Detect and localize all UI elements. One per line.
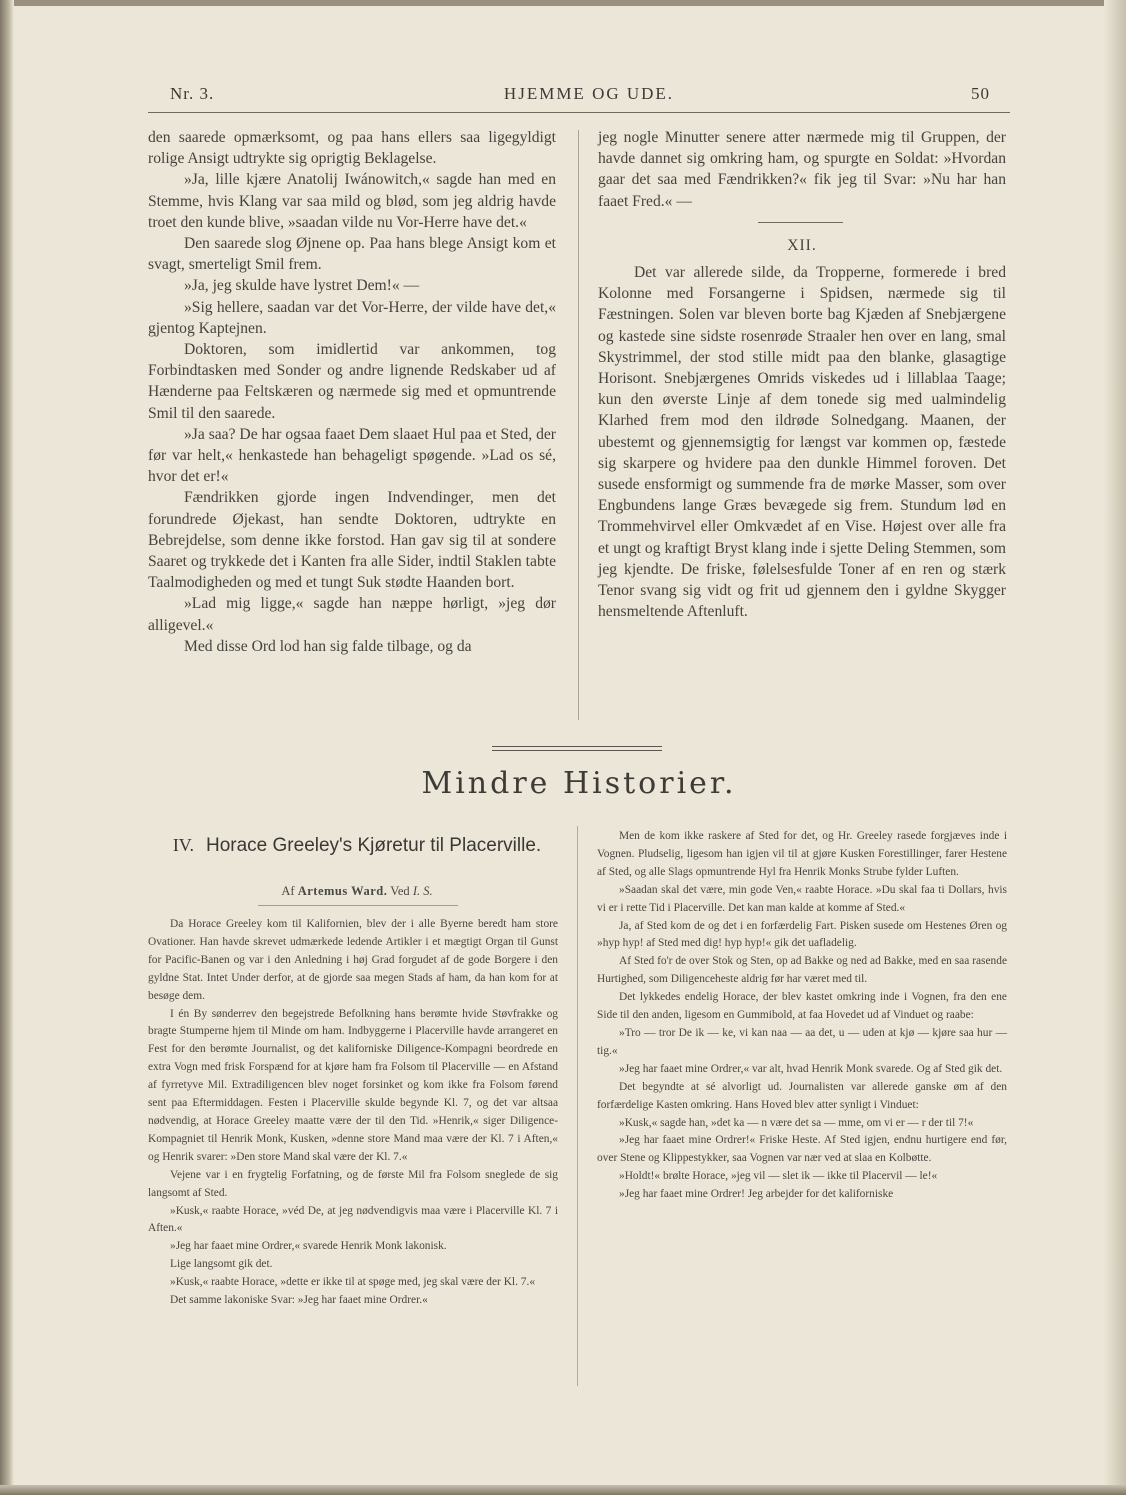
byline [158, 884, 556, 899]
running-header [170, 84, 1008, 110]
byline-rule [258, 905, 458, 906]
paragraph: Men de kom ikke raskere af Sted for det, og Hr. Greeley rasede forgjæves inde i Vognen. Pludselig, ligesom han igjen vil til at gjøre Kusken Forestillinger, farer Hestene af Sted, og alle Slags opmuntrende Hyl fra Henrik Monks Strube fylder Luften. [597, 830, 1007, 878]
column-divider [578, 130, 579, 720]
byline-prefix: Af [281, 884, 295, 898]
paragraph: »Sig hellere, saadan var det Vor-Herre, der vilde have det,« gjentog Kaptejnen. [148, 298, 556, 337]
column-left [148, 127, 556, 657]
paragraph: »Tro — tror De ik — ke, vi kan naa — aa det, u — uden at kjø — kjøre saa hur — tig.« [597, 1026, 1007, 1057]
section-divider [758, 222, 843, 223]
paragraph: Det begyndte at sé alvorligt ud. Journalisten var allerede ganske øm af den forfærdelige Kasten omkring. Hans Hoved blev atter synligt i Vinduet: [597, 1080, 1007, 1111]
paragraph: »Jeg har faaet mine Ordrer!« Friske Heste. Af Sted igjen, endnu hurtigere end før, over Stene og Klippestykker, saa Vognen var nær ved at slaa en Kolbøtte. [597, 1134, 1007, 1165]
paragraph: Det samme lakoniske Svar: »Jeg har faaet mine Ordrer.« [170, 1294, 428, 1307]
paragraph: »Lad mig ligge,« sagde han næppe hørligt, »jeg dør alligevel.« [148, 595, 556, 634]
paragraph: Med disse Ord lod han sig falde tilbage, og da [184, 637, 472, 655]
paragraph: »Jeg har faaet mine Ordrer! Jeg arbejder for det kaliforniske [619, 1188, 894, 1201]
issue-number: Nr. 3. [170, 84, 215, 103]
story-column-divider [577, 826, 578, 1386]
paragraph: Doktoren, som imidlertid var ankommen, tog Forbindtasken med Sonder og andre lignende Redskaber ud af Hænderne paa Feltskæren og nærmede sig med et opmuntrende Smil til den saarede. [148, 341, 556, 422]
paragraph: »Ja, jeg skulde have lystret Dem!« — [184, 277, 420, 295]
paragraph: jeg nogle Minutter senere atter nærmede mig til Gruppen, der havde dannet sig omkring ham, og spurgte en Soldat: »Hvordan gaar det saa med Fændrikken?« fik jeg til Svar: »Nu har han faaet Fred.« — [598, 129, 1006, 210]
paragraph: »Kusk,« raabte Horace, »véd De, at jeg nødvendigvis maa være i Placerville Kl. 7 i Aften.« [148, 1204, 558, 1235]
paragraph: Det var allerede silde, da Tropperne, formerede i bred Kolonne med Forsangerne i Spidsen, nærmede sig til Fæstningen. Solen var bleven borte bag Kjæden af Snebjærgene og kastede sine sidste rosenrøde Straaler hen over en lang, smal Skystrimmel, der stod stille midt paa den blanke, glasagtige Horisont. Snebjærgenes Omrids viskedes ud i lillablaa Taage; kun den øverste Linje af dem tonede sig med ualmindelig Klarhed frem mod den ildrøde Solnedgang. Maanen, der ubestemt og gjennemsigtig for længst var kommen op, fæstede sig skarpere og hvidere paa den dunkle Himmel foroven. Det susede ensformigt og summende fra de mørke Masser, som over Engbundens lange Græs bevægede sig frem. Stundum lød en Trommehvirvel eller Omkvædet af en Vise. Højest over alle fra et ungt og kraftigt Bryst klang inde i sjette Deling Stemmen, som jeg kjendte. De friske, følelsesfulde Toner af en ren og stærk Tenor svang sig vidt og frit ud gjennem den i gyldne Skygger hensmeltende Aftenluft. [598, 264, 1006, 621]
author: Artemus Ward. [297, 884, 388, 898]
paragraph: Da Horace Greeley kom til Kalifornien, blev der i alle Byerne beredt ham store Ovationer. Han havde skrevet udmærkede ledende Artikler i et mægtigt Organ til Gunst for Pacific-Banen og var i den Anledning i høj Grad forgudet af de gode Borgere i den gyldne Stat. Intet Under derfor, at de gjorde saa megen Stads af ham, da han kom for at besøge dem. [148, 918, 558, 1002]
paragraph: »Ja, lille kjære Anatolij Iwánowitch,« sagde han med en Stemme, hvis Klang var saa mild og blød, som jeg aldrig havde troet den kunde blive, »saadan vilde nu Vor-Herre have det.« [148, 171, 556, 231]
paragraph: »Saadan skal det være, min gode Ven,« raabte Horace. »Du skal faa ti Dollars, hvis vi er i rette Tid i Placerville. Det kan man kalde at komme af Sted.« [597, 883, 1007, 914]
paragraph: »Jeg har faaet mine Ordrer,« svarede Henrik Monk lakonisk. [170, 1240, 447, 1253]
story-heading [158, 834, 556, 857]
paragraph: »Ja saa? De har ogsaa faaet Dem slaaet Hul paa et Sted, der før var helt,« henkastede han behageligt spøgende. »Lad os sé, hvor det er!« [148, 425, 556, 486]
page-edge-top [0, 0, 1126, 6]
story-title: Horace Greeley's Kjøretur til Placerville. [206, 835, 542, 856]
translator: I. S. [412, 884, 433, 898]
double-rule-bottom [492, 750, 662, 751]
story-number: IV. [172, 835, 194, 855]
paragraph: Vejene var i en frygtelig Forfatning, og de første Mil fra Folsom sneglede de sig langsomt af Sted. [148, 1168, 558, 1199]
paragraph: »Jeg har faaet mine Ordrer,« var alt, hvad Henrik Monk svarede. Og af Sted gik det. [619, 1062, 1003, 1075]
column-right [598, 127, 1006, 622]
magazine-title: HJEMME OG UDE. [503, 84, 675, 103]
paragraph: Lige langsomt gik det. [170, 1258, 273, 1271]
paragraph: »Holdt!« brølte Horace, »jeg vil — slet ik — ikke til Placervil — le!« [619, 1170, 938, 1183]
paragraph: Ja, af Sted kom de og det i en forfærdelig Fart. Pisken susede om Hestenes Øren og »hyp hyp! af Sted med dig! hyp hyp!« gik det uafladelig. [597, 919, 1007, 950]
paragraph: Fændrikken gjorde ingen Indvendinger, men det forundrede Øjekast, han sendte Doktoren, udtrykte en Bebrejdelse, som denne ikke forstod. Han gav sig til at sondere Saaret og trykkede det i Kanten fra alle Sider, indtil Staklen tabte Taalmodigheden og med et tungt Suk stødte Haanden bort. [148, 489, 556, 592]
page-number: 50 [971, 84, 990, 103]
chapter-number: XII. [787, 236, 817, 254]
paragraph: I én By sønderrev den begejstrede Befolkning hans berømte hvide Støvfrakke og bragte Stumperne hjem til Minde om ham. Indbyggerne i Placerville havde arrangeret en Fest for den berømte Journalist, og det kaliforniske Diligence-Kompagni beordrede en extra Vogn med frisk Forspænd for at kjøre ham fra Folsom til Placerville — en Afstand af fyrretyve Mil. Extradiligencen blev noget forsinket og kom ikke fra Folsom førend sent paa Eftermiddagen. Festen i Placerville skulde begynde Kl. 7, og det var altsaa nødvendig, at Horace Greeley maatte være der til den Tid. »Henrik,« siger Diligence-Kompagniet til Henrik Monk, Kusken, »denne store Mand maa være der Kl. 7 i Aften,« og Henrik svarer: »Den store Mand skal være der Kl. 7.« [148, 1007, 558, 1163]
paragraph: »Kusk,« raabte Horace, »dette er ikke til at spøge med, jeg skal være der Kl. 7.« [170, 1276, 536, 1289]
page-edge-bottom [0, 1485, 1126, 1495]
translator-prefix: Ved [390, 884, 410, 898]
paragraph: Det lykkedes endelig Horace, der blev kastet omkring inde i Vognen, fra den ene Side til den anden, ligesom en Gummibold, at faa Hovedet ud af Vinduet og raabe: [597, 991, 1007, 1022]
story-column-right [597, 828, 1007, 1204]
paragraph: den saarede opmærksomt, og paa hans ellers saa ligegyldigt rolige Ansigt udtrykte sig oprigtig Beklagelse. [148, 129, 556, 168]
story-column-left [148, 916, 558, 1310]
page-edge-right [1104, 0, 1126, 1495]
section-title: Mindre Historier. [421, 766, 737, 801]
paragraph: »Kusk,« sagde han, »det ka — n være det sa — mme, om vi er — r der til 7!« [619, 1116, 974, 1129]
double-rule-top [492, 746, 662, 747]
binding-edge [0, 0, 14, 1495]
paragraph: Den saarede slog Øjnene op. Paa hans blege Ansigt kom et svagt, smerteligt Smil frem. [148, 235, 556, 274]
paragraph: Af Sted fo'r de over Stok og Sten, op ad Bakke og ned ad Bakke, med en saa rasende Hurtighed, som Diligenceheste aldrig før har været med til. [597, 955, 1007, 986]
header-rule [148, 112, 1010, 113]
